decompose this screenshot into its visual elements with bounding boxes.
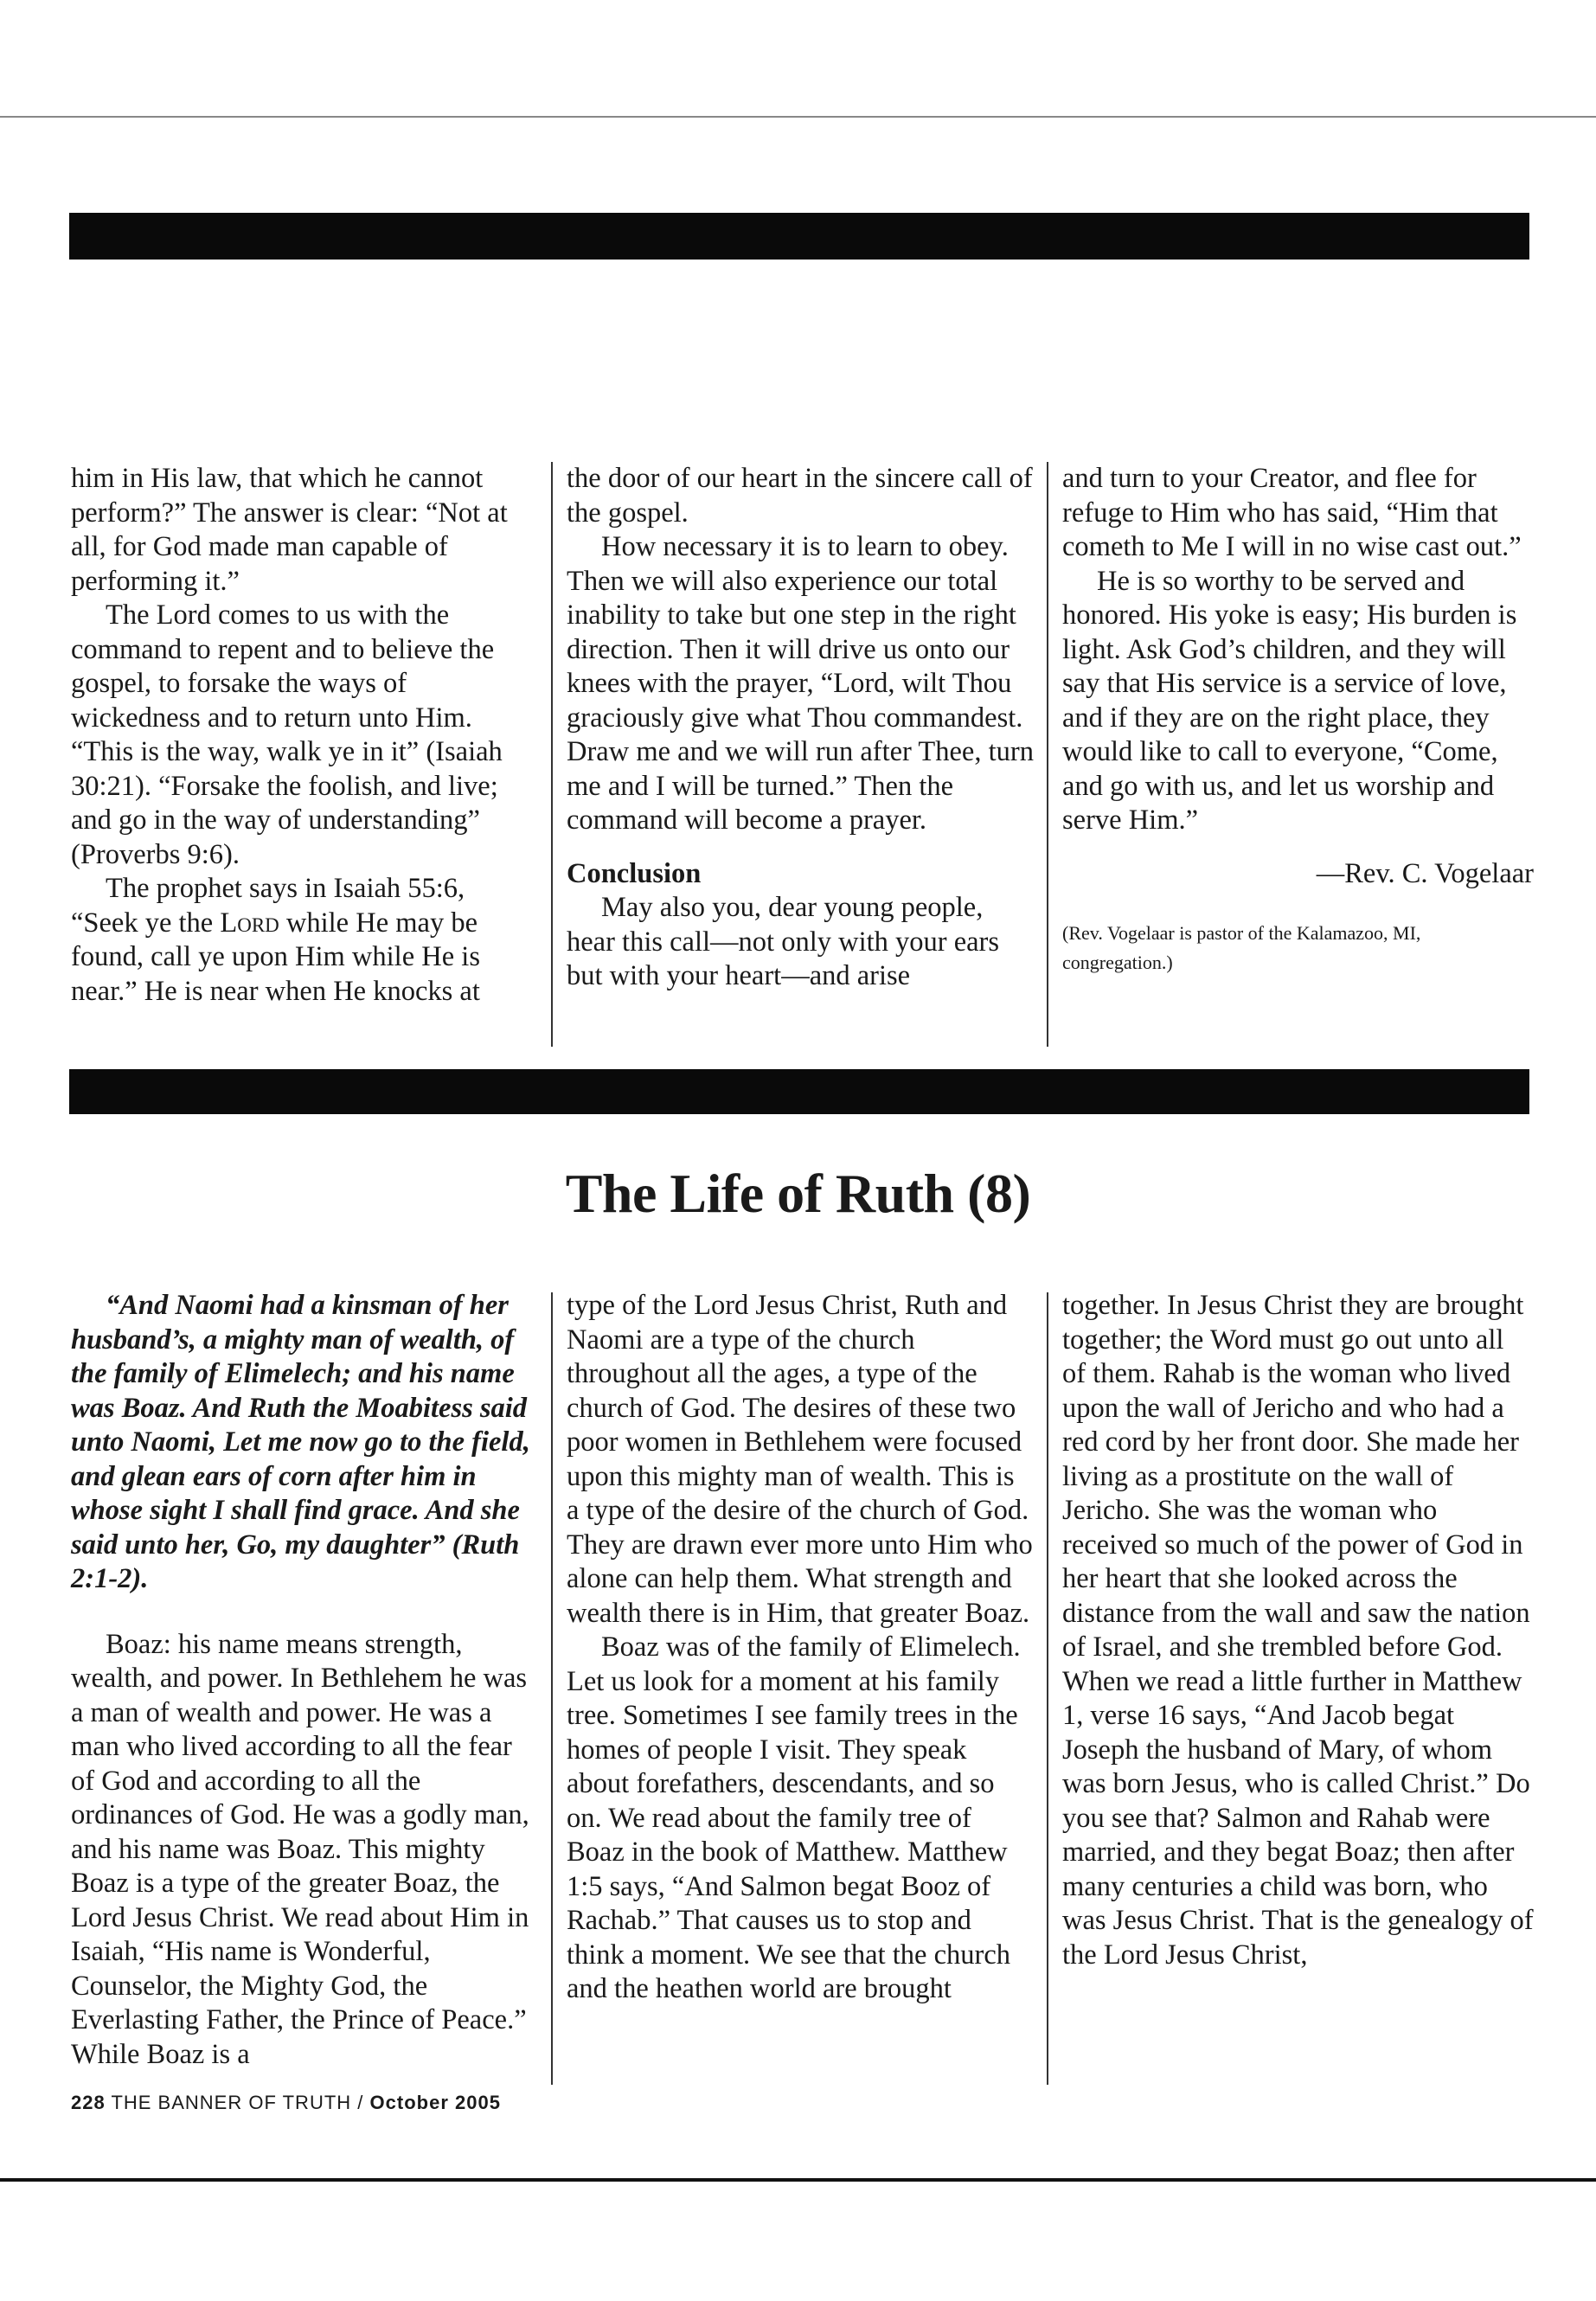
paragraph: the door of our heart in the sincere call of the gospel. [567, 463, 1033, 529]
author-signature: —Rev. C. Vogelaar [1316, 857, 1534, 889]
paragraph: together. In Jesus Christ they are brought together; the Word must go out unto all of them. Rahab is the woman who lived upon the wall of Jericho and who had a red cord by her front door. She made her living as a prostitute on the wall of Jericho. She was the woman who received so much of the power of God in her heart that she looked across the distance from the wall and saw the nation of Israel, and she trembled before God. When we read a little further in Matthew 1, verse 16 says, “And Jacob begat Joseph the husband of Mary, of whom was born Jesus, who is called Christ.” Do you see that? Salmon and Rahab were married, and they begat Boaz; then after many centuries a child was born, who was Jesus Christ. That is the genealogy of the Lord Jesus Christ, [1062, 1290, 1534, 1971]
section-black-bar [69, 1069, 1529, 1114]
column-divider [1047, 462, 1048, 1047]
conclusion-heading: Conclusion [567, 857, 702, 889]
bottom-rule [0, 2178, 1596, 2182]
epigraph-reference: (Ruth 2:1-2). [71, 1529, 520, 1594]
issue-date: October 2005 [369, 2092, 501, 2113]
paragraph: The Lord comes to us with the command to repent and to believe the gospel, to forsake the ways of wickedness and to return unto Him. “This is the way, walk ye in it” (Isaiah 30:21). “Forsake the foolish, and live; and go in the way of understanding” (Proverbs 9:6). [71, 599, 503, 870]
top-black-bar [69, 213, 1529, 260]
column-divider [551, 462, 553, 1047]
lord-small-caps: Lord [220, 907, 279, 939]
column-divider [551, 1292, 553, 2085]
lower-column-3 [1062, 1289, 1534, 2085]
lower-column-2 [567, 1289, 1034, 2085]
paragraph: How necessary it is to learn to obey. Then we will also experience our total inability to take but one step in the right direction. Then it will drive us onto our knees with the prayer, “Lord, wilt Thou graciously give what Thou commandest. Draw me and we will run after Thee, turn me and I will be turned.” Then the command will become a prayer. [567, 531, 1034, 836]
paragraph: Boaz: his name means strength, wealth, and power. In Bethlehem he was a man of wealth and power. He was a man who lived according to all the fear of God and according to all the ordinances of God. He was a godly man, and his name was Boaz. This mighty Boaz is a type of the greater Boaz, the Lord Jesus Christ. We read about Him in Isaiah, “His name is Wonderful, Counselor, the Mighty God, the Everlasting Father, the Prince of Peace.” While Boaz is a [71, 1628, 529, 2070]
epigraph-quote: “And Naomi had a kinsman of her husband’s, a mighty man of wealth, of the family of Elimelech; and his name was Boaz. And Ruth the Moabitess said unto Naomi, Let me now go to the field, and glean ears of corn after him in whose sight I shall find grace. And she said unto her, Go, my daughter” (Ruth 2:1-2). [71, 1290, 530, 1594]
upper-column-3 [1062, 462, 1534, 1048]
publication-name: THE BANNER OF TRUTH [111, 2092, 352, 2113]
paragraph: May also you, dear young people, hear this call—not only with your ears but with your heart—and arise [567, 892, 1000, 991]
author-bio: (Rev. Vogelaar is pastor of the Kalamazoo, MI, congregation.) [1062, 922, 1421, 973]
top-rule [0, 116, 1596, 118]
paragraph: Boaz was of the family of Elimelech. Let us look for a moment at his family tree. Sometimes I see family trees in the homes of people I visit. They speak about forefathers, descendants, and so on. We read about the family tree of Boaz in the book of Matthew. Matthew 1:5 says, “And Salmon begat Booz of Rachab.” That causes us to stop and think a moment. We see that the church and the heathen world are brought [567, 1631, 1021, 2004]
footer-separator: / [357, 2092, 364, 2113]
paragraph: and turn to your Creator, and flee for refuge to Him who has said, “Him that cometh to Me I will in no wise cast out.” [1062, 463, 1522, 562]
upper-column-1 [71, 462, 538, 1048]
lower-column-1 [71, 1289, 538, 2085]
page-number: 228 [71, 2092, 106, 2113]
page-footer [71, 2092, 501, 2114]
column-divider [1047, 1292, 1048, 2085]
paragraph: The prophet says in Isaiah 55:6, “Seek ye the Lord while He may be found, call ye upon Him while He is near.” He is near when He knocks at [71, 873, 480, 1007]
paragraph: He is so worthy to be served and honored. His yoke is easy; His burden is light. Ask God’s children, and they will say that His service is a service of love, and if they are on the right place, they would like to call to everyone, “Come, and go with us, and let us worship and serve Him.” [1062, 565, 1517, 836]
paragraph: him in His law, that which he cannot perform?” The answer is clear: “Not at all, for God made man capable of performing it.” [71, 463, 508, 597]
upper-column-2 [567, 462, 1034, 1048]
paragraph: type of the Lord Jesus Christ, Ruth and Naomi are a type of the church throughout all the ages, a type of the church of God. The desires of these two poor women in Bethlehem were focused upon this mighty man of wealth. This is a type of the desire of the church of God. They are drawn ever more unto Him who alone can help them. What strength and wealth there is in Him, that greater Boaz. [567, 1290, 1033, 1629]
article-title: The Life of Ruth (8) [565, 1163, 1031, 1224]
